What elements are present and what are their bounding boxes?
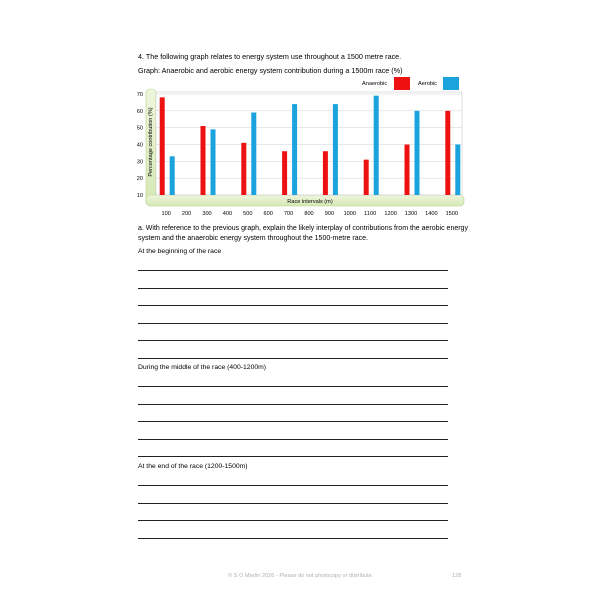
x-axis-label: Race intervals (m) — [287, 199, 333, 205]
answer-lines — [138, 386, 448, 474]
legend-swatch-anaerobic — [394, 77, 410, 90]
x-tick-label: 900 — [324, 211, 335, 217]
x-tick-label: 100 — [161, 211, 171, 217]
bar-anaerobic — [282, 151, 287, 195]
answer-line[interactable] — [138, 520, 448, 521]
answer-line[interactable] — [138, 485, 448, 486]
x-tick-label: 600 — [263, 211, 273, 217]
bar-anaerobic — [445, 111, 450, 195]
bar-anaerobic — [160, 97, 165, 195]
bar-aerobic — [415, 111, 420, 195]
question-heading: 4. The following graph relates to energy system use throughout a 1500 metre race. — [138, 52, 402, 61]
y-tick-label: 60 — [136, 108, 143, 115]
answer-line[interactable] — [138, 323, 448, 324]
x-tick-label: 1000 — [343, 211, 357, 217]
bar-anaerobic — [241, 143, 246, 195]
graph-heading: Graph: Anaerobic and aerobic energy system contribution during a 1500m race (%) — [138, 66, 403, 75]
bar-aerobic — [455, 145, 460, 196]
answer-line[interactable] — [138, 538, 448, 539]
answer-line[interactable] — [138, 421, 448, 422]
y-axis-label: Percentage contribution (%) — [148, 107, 154, 177]
page-number: 128 — [452, 573, 462, 579]
x-tick-label: 300 — [202, 211, 212, 217]
x-tick-label: 1300 — [404, 211, 418, 217]
legend-swatch-aerobic — [443, 77, 459, 90]
answer-line[interactable] — [138, 503, 448, 504]
bar-aerobic — [292, 104, 297, 195]
section-prompt: At the end of the race (1200-1500m) — [138, 463, 248, 470]
bar-anaerobic — [364, 160, 369, 195]
answer-lines — [138, 270, 448, 375]
x-tick-label: 200 — [181, 211, 192, 217]
legend — [362, 77, 459, 90]
legend-label-anaerobic: Anaerobic — [362, 81, 388, 87]
x-tick-label: 400 — [222, 211, 233, 217]
y-tick-label: 30 — [136, 159, 143, 166]
answer-line[interactable] — [138, 386, 448, 387]
section-prompt: At the beginning of the race — [138, 248, 222, 255]
answer-line[interactable] — [138, 439, 448, 440]
x-tick-label: 1500 — [445, 211, 459, 217]
x-tick-labels — [162, 211, 458, 217]
answer-line[interactable] — [138, 456, 448, 457]
y-tick-labels — [137, 92, 143, 199]
x-tick-label: 1400 — [425, 211, 438, 217]
x-tick-label: 800 — [304, 211, 314, 217]
legend-label-aerobic: Aerobic — [418, 81, 437, 87]
y-tick-label: 40 — [136, 142, 143, 149]
question-a: a. With reference to the previous graph, explain the likely interplay of contributions from the aerobic energy system and the anaerobic energy system throughout the 1500-metre race. — [138, 225, 468, 242]
x-tick-label: 700 — [283, 211, 294, 217]
answer-line[interactable] — [138, 270, 448, 271]
bar-aerobic — [333, 104, 338, 195]
answer-line[interactable] — [138, 288, 448, 289]
y-tick-label: 70 — [136, 92, 143, 98]
bar-aerobic — [251, 113, 256, 195]
y-tick-label: 50 — [136, 125, 143, 132]
bar-aerobic — [170, 156, 175, 195]
section-prompt: During the middle of the race (400-1200m) — [138, 364, 267, 371]
bar-aerobic — [211, 129, 216, 195]
bar-anaerobic — [405, 145, 410, 196]
answer-line[interactable] — [138, 404, 448, 405]
bar-anaerobic — [323, 151, 328, 195]
y-tick-label: 10 — [136, 193, 143, 199]
x-tick-label: 1100 — [364, 211, 377, 217]
x-tick-label: 1200 — [384, 211, 397, 217]
answer-line[interactable] — [138, 358, 448, 359]
x-tick-label: 500 — [243, 211, 253, 217]
y-tick-label: 20 — [136, 176, 143, 183]
bar-anaerobic — [201, 126, 206, 195]
footer-copyright: © S O Martin 2026 - Please do not photocopy or distribute — [228, 573, 372, 579]
answer-line[interactable] — [138, 340, 448, 341]
answer-line[interactable] — [138, 305, 448, 306]
answer-lines — [138, 485, 448, 555]
bar-aerobic — [374, 96, 379, 195]
